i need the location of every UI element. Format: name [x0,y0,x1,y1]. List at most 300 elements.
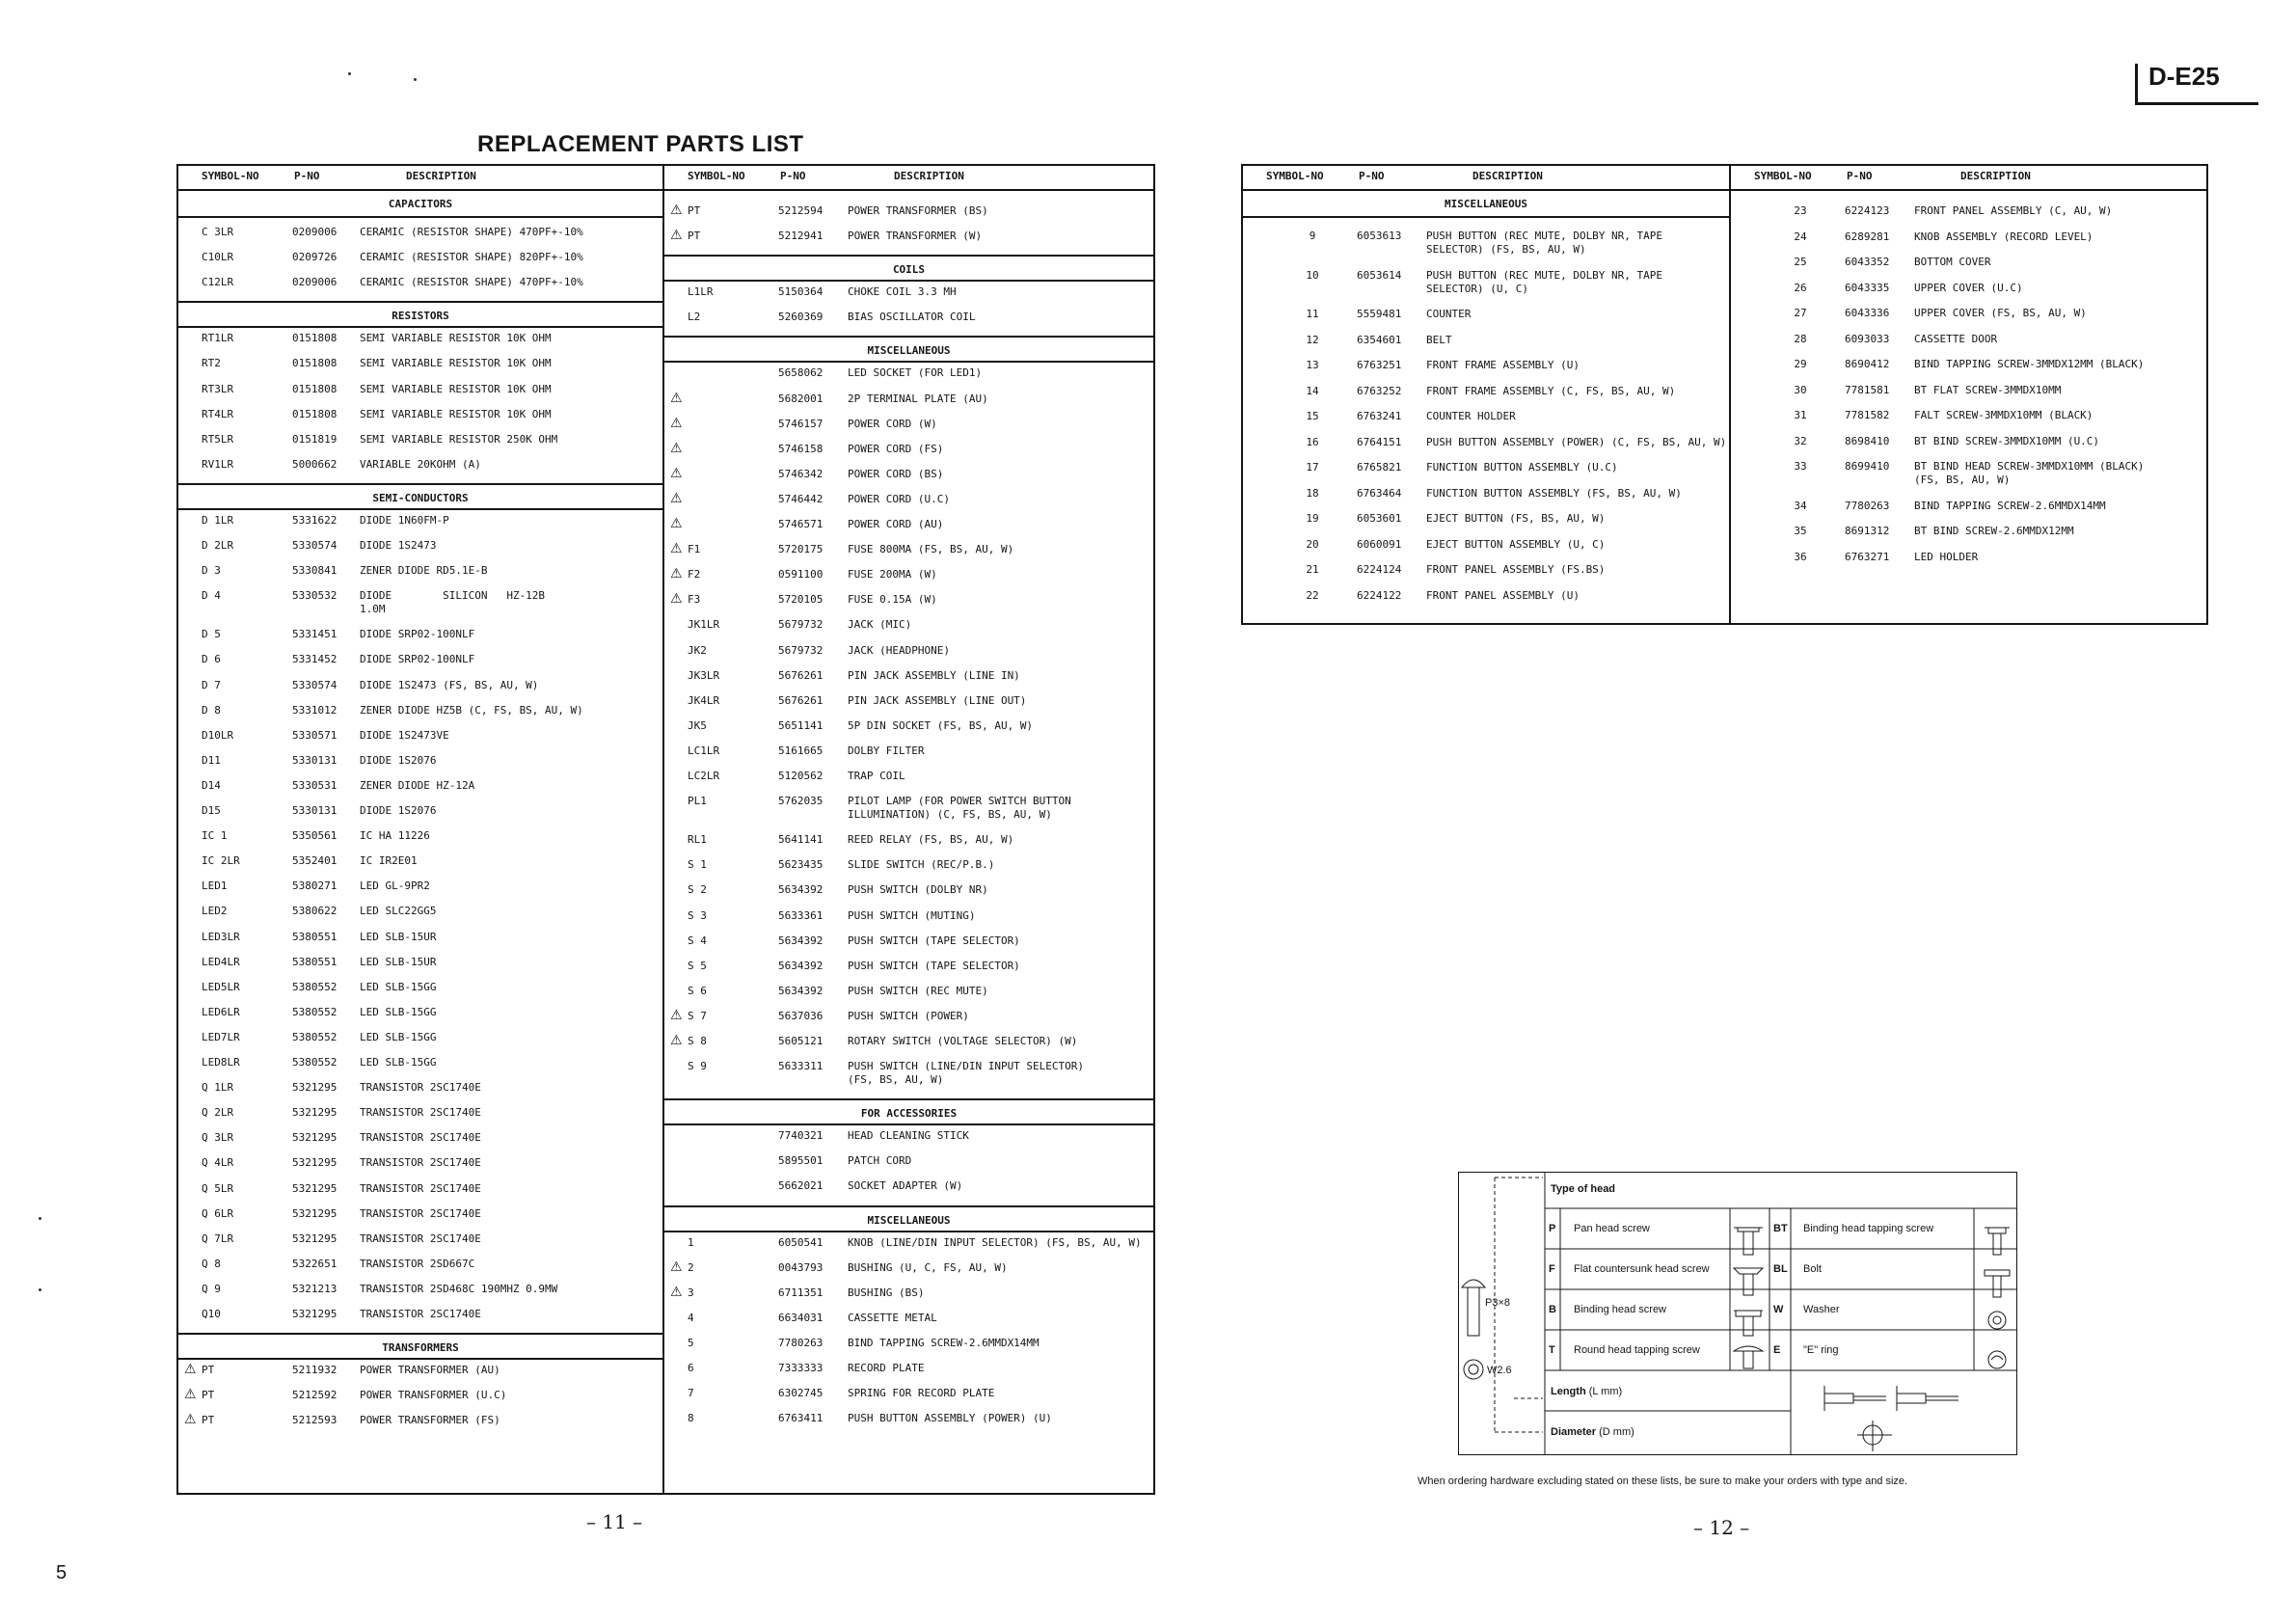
symbol-no: Q 2LR [202,1106,234,1120]
description: PUSH SWITCH (POWER) [848,1009,969,1022]
part-number: 5212593 [292,1414,338,1427]
symbol-no: 18 [1306,486,1319,500]
description: PUSH SWITCH (LINE/DIN INPUT SELECTOR) (FS, BS, AU, W) [848,1060,1085,1087]
symbol-no: LED3LR [202,930,240,943]
part-number: 5321295 [292,1181,338,1195]
part-number: 0043793 [778,1260,824,1274]
symbol-no: 22 [1306,588,1319,602]
part-number: 7740321 [778,1129,824,1143]
warning-icon: ⚠ [670,566,683,582]
description: BT BIND HEAD SCREW-3MMDX10MM (BLACK) (FS, BS, AU, W) [1914,460,2145,486]
warning-icon: ⚠ [670,1259,683,1275]
warning-icon: ⚠ [670,465,683,481]
header-description: DESCRIPTION [1472,170,1543,182]
part-number: 6763241 [1357,410,1402,422]
part-number: 5322651 [292,1257,338,1270]
description: FUSE 0.15A (W) [848,593,937,607]
description: FRONT FRAME ASSEMBLY (C, FS, BS, AU, W) [1426,384,1676,397]
hw-code: BT [1773,1223,1788,1234]
description: IC IR2E01 [360,854,418,868]
symbol-no: 10 [1306,268,1319,282]
description: BIND TAPPING SCREW-2.6MMDX14MM [1914,499,2106,512]
description: POWER TRANSFORMER (AU) [360,1364,500,1377]
part-number: 5633361 [778,908,824,922]
hw-code: W [1773,1304,1784,1315]
symbol-no: JK5 [688,718,707,732]
description: LED SLB-15GG [360,1056,437,1069]
description: DIODE SRP02-100NLF [360,628,475,641]
header-description: DESCRIPTION [1960,170,2031,182]
symbol-no: JK4LR [688,693,720,707]
symbol-no: 7 [688,1387,694,1400]
part-number: 5352401 [292,854,338,868]
symbol-no: Q 5LR [202,1181,234,1195]
symbol-no: D 6 [202,653,221,666]
part-number: 6302745 [778,1387,824,1400]
part-number: 5212594 [778,204,824,217]
part-number: 6711351 [778,1286,824,1299]
part-number: 5330571 [292,728,338,742]
description: SLIDE SWITCH (REC/P.B.) [848,858,995,872]
part-number: 5321295 [292,1232,338,1245]
warning-icon: ⚠ [670,390,683,406]
part-number: 5380622 [292,905,338,918]
description: BELT [1426,333,1452,346]
symbol-no: 6 [688,1362,694,1374]
section-title: FOR ACCESSORIES [860,1107,958,1121]
symbol-no: LED5LR [202,980,240,993]
description: DIODE 1N60FM-P [360,513,449,527]
part-number: 5330131 [292,804,338,817]
description: CASSETTE DOOR [1914,332,1998,345]
description: DOLBY FILTER [848,744,925,757]
symbol-no: 26 [1794,281,1807,294]
symbol-no: 17 [1306,461,1319,474]
description: DIODE SRP02-100NLF [360,653,475,666]
hw-label: Round head tapping screw [1574,1344,1700,1356]
hw-label: Bolt [1803,1263,1822,1275]
symbol-no: S 1 [688,858,707,872]
part-number: 5380551 [292,955,338,968]
symbol-no: 3 [688,1286,694,1299]
symbol-no: 32 [1794,434,1807,447]
section-header [664,1098,1153,1125]
part-number: 8699410 [1845,460,1890,473]
description: VARIABLE 20KOHM (A) [360,457,481,471]
part-number: 0151808 [292,382,338,395]
section-title: RESISTORS [392,310,449,323]
part-number: 6763411 [778,1412,824,1425]
part-number: 6053613 [1357,230,1402,242]
symbol-no: 31 [1794,409,1807,421]
symbol-no: S 6 [688,984,707,997]
description: TRANSISTOR 2SD468C 190MHZ 0.9MW [360,1282,558,1295]
description: UPPER COVER (U.C) [1914,281,2023,294]
description: HEAD CLEANING STICK [848,1129,969,1143]
description: BT BIND SCREW-2.6MMDX12MM [1914,525,2074,537]
part-number: 5746342 [778,467,824,480]
description: TRANSISTOR 2SC1740E [360,1181,481,1195]
symbol-no: 2 [688,1260,694,1274]
hw-label: Flat countersunk head screw [1574,1263,1710,1275]
description: CASSETTE METAL [848,1311,937,1324]
description: POWER CORD (U.C) [848,492,950,505]
symbol-no: Q 8 [202,1257,221,1270]
description: PIN JACK ASSEMBLY (LINE OUT) [848,693,1027,707]
description: SEMI VARIABLE RESISTOR 10K OHM [360,382,552,395]
description: ZENER DIODE RD5.1E-B [360,564,488,578]
description: SOCKET ADAPTER (W) [848,1179,963,1193]
symbol-no: S 8 [688,1035,707,1047]
part-number: 5662021 [778,1179,824,1193]
description: SEMI VARIABLE RESISTOR 10K OHM [360,357,552,370]
part-number: 5331622 [292,513,338,527]
description: PUSH BUTTON ASSEMBLY (POWER) (C, FS, BS, AU, W) [1426,435,1727,448]
section-header [664,336,1153,363]
symbol-no: S 2 [688,883,707,897]
description: REED RELAY (FS, BS, AU, W) [848,833,1014,847]
description: BT FLAT SCREW-3MMDX10MM [1914,383,2062,396]
symbol-no: D 4 [202,589,221,603]
length-caption: Length (L mm) [1551,1386,1623,1397]
symbol-no: 33 [1794,460,1807,473]
description: BUSHING (U, C, FS, AU, W) [848,1260,1008,1274]
part-number: 5330532 [292,589,338,603]
header-description: DESCRIPTION [406,170,476,182]
warning-icon: ⚠ [670,1033,683,1048]
description: POWER TRANSFORMER (W) [848,230,983,243]
symbol-no: S 3 [688,908,707,922]
part-number: 5321295 [292,1081,338,1095]
part-number: 5676261 [778,668,824,682]
symbol-no: D14 [202,778,221,792]
part-number: 5331451 [292,628,338,641]
part-number: 6053601 [1357,512,1402,525]
symbol-no: D15 [202,804,221,817]
part-number: 5637036 [778,1009,824,1022]
description: 5P DIN SOCKET (FS, BS, AU, W) [848,718,1034,732]
hw-label: Binding head screw [1574,1304,1667,1315]
header-symbol: SYMBOL-NO [1266,170,1324,182]
part-number: 6043352 [1845,256,1890,268]
part-number: 6763271 [1845,550,1890,563]
symbol-no: 36 [1794,550,1807,563]
description: FUNCTION BUTTON ASSEMBLY (U.C) [1426,461,1618,474]
part-number: 5634392 [778,934,824,947]
part-number: 5720105 [778,593,824,607]
part-number: 5321295 [292,1131,338,1145]
part-number: 5161665 [778,744,824,757]
part-number: 6765821 [1357,461,1402,474]
part-number: 5380271 [292,880,338,893]
part-number: 5211932 [292,1364,338,1377]
symbol-no: S 9 [688,1060,707,1073]
description: JACK (MIC) [848,618,912,632]
symbol-no: PT [688,230,701,243]
speck [39,1288,41,1291]
header-symbol: SYMBOL-NO [1754,170,1812,182]
symbol-no: 28 [1794,332,1807,345]
symbol-no: PT [688,204,701,217]
warning-icon: ⚠ [670,415,683,431]
hardware-legend [1458,1172,2017,1461]
description: PUSH SWITCH (DOLBY NR) [848,883,988,897]
symbol-no: LED8LR [202,1056,240,1069]
part-number: 5380552 [292,1005,338,1018]
symbol-no: RT3LR [202,382,234,395]
corner-number: 5 [56,1562,68,1583]
description: LED SLB-15UR [360,930,437,943]
symbol-no: 14 [1306,384,1319,397]
part-number: 5679732 [778,643,824,657]
parts-table-1 [176,164,664,1495]
part-number: 5651141 [778,718,824,732]
section-header [178,301,662,328]
symbol-no: Q 3LR [202,1131,234,1145]
description: SPRING FOR RECORD PLATE [848,1387,995,1400]
part-number: 5380552 [292,980,338,993]
description: TRANSISTOR 2SC1740E [360,1081,481,1095]
description: TRANSISTOR 2SC1740E [360,1232,481,1245]
section-title: SEMI-CONDUCTORS [372,491,469,504]
description: EJECT BUTTON (FS, BS, AU, W) [1426,512,1606,525]
header-description: DESCRIPTION [894,170,964,182]
symbol-no: PT [202,1364,215,1377]
warning-icon: ⚠ [670,490,683,506]
hardware-diagram [1458,1172,2017,1461]
symbol-no: 13 [1306,359,1319,371]
part-number: 5634392 [778,883,824,897]
symbol-no: D10LR [202,728,234,742]
description: ZENER DIODE HZ5B (C, FS, BS, AU, W) [360,703,583,717]
symbol-no: PL1 [688,795,707,808]
symbol-no: D 3 [202,564,221,578]
part-number: 5676261 [778,693,824,707]
parts-table-3 [1241,164,1731,625]
symbol-no: D 8 [202,703,221,717]
description: PIN JACK ASSEMBLY (LINE IN) [848,668,1020,682]
header-symbol: SYMBOL-NO [202,170,259,182]
description: POWER TRANSFORMER (FS) [360,1414,500,1427]
part-number: 5260369 [778,311,824,324]
symbol-no: 30 [1794,383,1807,396]
symbol-no: 19 [1306,512,1319,525]
part-number: 5350561 [292,829,338,843]
hw-label: Binding head tapping screw [1803,1223,1934,1234]
warning-icon: ⚠ [184,1387,197,1403]
header-pno: P-NO [780,170,806,182]
description: PUSH SWITCH (MUTING) [848,908,976,922]
symbol-no: Q 7LR [202,1232,234,1245]
part-number: 6354601 [1357,333,1402,346]
warning-icon: ⚠ [670,541,683,557]
page-title: REPLACEMENT PARTS LIST [477,131,804,157]
description: POWER CORD (FS) [848,442,944,455]
symbol-no: RT5LR [202,432,234,446]
symbol-no: RT1LR [202,332,234,345]
warning-icon: ⚠ [184,1412,197,1428]
symbol-no: Q 6LR [202,1206,234,1220]
symbol-no: 9 [1309,230,1316,242]
part-number: 6289281 [1845,230,1890,243]
description: LED SLC22GG5 [360,905,437,918]
description: POWER CORD (AU) [848,518,944,530]
symbol-no: RT2 [202,357,221,370]
part-number: 5321295 [292,1308,338,1320]
description: KNOB ASSEMBLY (RECORD LEVEL) [1914,230,2093,243]
symbol-no: JK3LR [688,668,720,682]
symbol-no: LC1LR [688,744,720,757]
part-number: 5762035 [778,795,824,808]
description: FRONT PANEL ASSEMBLY (U) [1426,588,1580,602]
hw-code: P [1549,1223,1556,1234]
description: CERAMIC (RESISTOR SHAPE) 470PF+-10% [360,276,583,289]
warning-icon: ⚠ [670,1007,683,1023]
description: FUSE 800MA (FS, BS, AU, W) [848,543,1014,556]
symbol-no: LED4LR [202,955,240,968]
symbol-no: LED6LR [202,1005,240,1018]
part-number: 0209006 [292,226,338,238]
description: COUNTER HOLDER [1426,410,1516,422]
hw-label: Washer [1803,1304,1840,1315]
symbol-no: Q 4LR [202,1156,234,1170]
symbol-no: Q 9 [202,1282,221,1295]
description: LED GL-9PR2 [360,880,430,893]
description: POWER TRANSFORMER (U.C) [360,1389,507,1402]
symbol-no: Q 1LR [202,1081,234,1095]
description: LED SLB-15GG [360,1030,437,1043]
description: FRONT PANEL ASSEMBLY (FS.BS) [1426,563,1606,576]
section-title: COILS [892,263,926,277]
symbol-no: RT4LR [202,407,234,420]
part-number: 5331012 [292,703,338,717]
part-number: 5330841 [292,564,338,578]
hw-label: "E" ring [1803,1344,1839,1356]
symbol-no: F2 [688,568,701,582]
section-title: TRANSFORMERS [382,1341,459,1355]
part-number: 5380552 [292,1030,338,1043]
speck [348,72,351,75]
description: KNOB (LINE/DIN INPUT SELECTOR) (FS, BS, AU, W) [848,1235,1142,1249]
part-number: 6224123 [1845,204,1890,217]
hw-code: B [1549,1304,1556,1315]
part-number: 6053614 [1357,268,1402,282]
description: FUNCTION BUTTON ASSEMBLY (FS, BS, AU, W) [1426,486,1682,500]
section-title: CAPACITORS [388,198,453,210]
section-header [664,1205,1153,1232]
part-number: 7781582 [1845,409,1890,421]
symbol-no: C 3LR [202,226,234,238]
description: PUSH BUTTON ASSEMBLY (POWER) (U) [848,1412,1052,1425]
symbol-no: IC 1 [202,829,228,843]
description: JACK (HEADPHONE) [848,643,950,657]
header-pno: P-NO [294,170,320,182]
description: BIND TAPPING SCREW-3MMDX12MM (BLACK) [1914,358,2145,370]
speck [39,1217,41,1220]
symbol-no: PT [202,1389,215,1402]
symbol-no: 24 [1794,230,1807,243]
warning-icon: ⚠ [670,203,683,218]
part-number: 5330574 [292,678,338,691]
description: FRONT PANEL ASSEMBLY (C, AU, W) [1914,204,2113,217]
symbol-no: 27 [1794,307,1807,319]
part-number: 8698410 [1845,434,1890,447]
symbol-no: S 5 [688,959,707,972]
part-number: 0151808 [292,407,338,420]
part-number: 0209006 [292,276,338,289]
part-number: 5682001 [778,392,824,405]
description: FRONT FRAME ASSEMBLY (U) [1426,359,1580,371]
part-number: 5746571 [778,518,824,530]
part-number: 5000662 [292,457,338,471]
symbol-no: 34 [1794,499,1807,512]
part-number: 7780263 [1845,499,1890,512]
symbol-no: 25 [1794,256,1807,268]
description: BUSHING (BS) [848,1286,925,1299]
page-number-left: – 11 – [586,1510,643,1533]
description: POWER CORD (W) [848,417,937,430]
symbol-no: 8 [688,1412,694,1425]
description: BIND TAPPING SCREW-2.6MMDX14MM [848,1336,1040,1349]
model-label: D-E25 [2148,62,2220,91]
warning-icon: ⚠ [670,440,683,456]
description: RECORD PLATE [848,1362,925,1374]
part-number: 7333333 [778,1362,824,1374]
description: BOTTOM COVER [1914,256,1991,268]
description: POWER CORD (BS) [848,467,944,480]
description: FALT SCREW-3MMDX10MM (BLACK) [1914,409,2093,421]
part-number: 0151808 [292,357,338,370]
symbol-no: 16 [1306,435,1319,448]
page-number-right: – 12 – [1693,1516,1750,1539]
section-header [664,255,1153,282]
warning-icon: ⚠ [184,1362,197,1378]
description: BIAS OSCILLATOR COIL [848,311,976,324]
part-number: 5720175 [778,543,824,556]
part-number: 5746442 [778,492,824,505]
part-number: 5380551 [292,930,338,943]
symbol-no: 4 [688,1311,694,1324]
symbol-no: 35 [1794,525,1807,537]
parts-table-4 [1729,164,2208,625]
description: DIODE 1S2076 [360,804,437,817]
symbol-no: L1LR [688,285,714,299]
description: DIODE 1S2076 [360,753,437,767]
symbol-no: 15 [1306,410,1319,422]
description: DIODE 1S2473 (FS, BS, AU, W) [360,678,539,691]
part-number: 6763464 [1357,486,1402,500]
description: TRAP COIL [848,770,905,782]
hw-code: E [1773,1344,1781,1356]
symbol-no: L2 [688,311,701,324]
warning-icon: ⚠ [670,591,683,608]
symbol-no: F1 [688,543,701,556]
part-number: 5321295 [292,1206,338,1220]
part-number: 0151808 [292,332,338,345]
part-number: 5330531 [292,778,338,792]
symbol-no: LC2LR [688,770,720,782]
symbol-no: D 7 [202,678,221,691]
description: ZENER DIODE HZ-12A [360,778,475,792]
symbol-no: 21 [1306,563,1319,576]
part-number: 6050541 [778,1235,824,1249]
diameter-caption: Diameter (D mm) [1551,1426,1634,1438]
part-number: 5212941 [778,230,824,243]
section-title: MISCELLANEOUS [867,344,951,358]
symbol-no: 29 [1794,358,1807,370]
symbol-no: D 5 [202,628,221,641]
part-number: 5321213 [292,1282,338,1295]
